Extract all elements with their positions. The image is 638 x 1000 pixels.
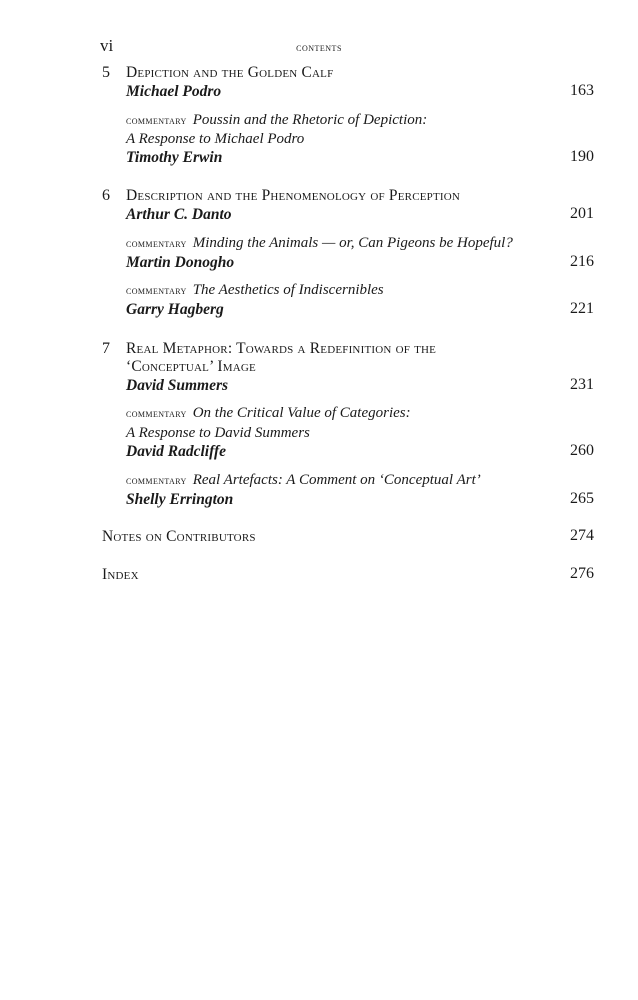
commentary-page: 221	[570, 300, 594, 317]
chapter-page: 163	[570, 82, 594, 99]
chapter-title-line-2: ‘Conceptual’ Image	[126, 358, 256, 375]
chapter-title-line-1: Real Metaphor: Towards a Redefinition of the	[126, 340, 437, 357]
commentary-heading	[126, 405, 411, 422]
chapter-number: 6	[102, 187, 110, 204]
commentary-label: commentary	[126, 408, 187, 420]
commentary-label: commentary	[126, 238, 187, 250]
commentary-author: Garry Hagberg	[126, 301, 224, 318]
chapter-title: Description and the Phenomenology of Perception	[126, 187, 461, 204]
back-matter-title: Notes on Contributors	[102, 528, 256, 545]
chapter-number: 5	[102, 64, 110, 81]
chapter-page: 201	[570, 205, 594, 222]
commentary-page: 190	[570, 148, 594, 165]
commentary-author: Timothy Erwin	[126, 149, 223, 166]
commentary-title: On the Critical Value of Categories:	[192, 405, 411, 421]
commentary-label: commentary	[126, 285, 187, 297]
chapter-author: David Summers	[126, 377, 229, 394]
back-matter-page: 274	[570, 527, 594, 544]
commentary-author: David Radcliffe	[126, 443, 227, 460]
commentary-label: commentary	[126, 115, 187, 127]
commentary-heading	[126, 472, 481, 489]
chapter-number: 7	[102, 340, 110, 357]
commentary-subtitle: A Response to David Summers	[126, 425, 310, 441]
commentary-heading	[126, 112, 427, 129]
chapter-page: 231	[570, 376, 594, 393]
page-number-label: vi	[100, 36, 114, 55]
commentary-page: 265	[570, 490, 594, 507]
commentary-title: The Aesthetics of Indiscernibles	[192, 282, 384, 298]
commentary-label: commentary	[126, 475, 187, 487]
back-matter-page: 276	[570, 565, 594, 582]
commentary-title: Minding the Animals — or, Can Pigeons be Hopeful?	[192, 235, 513, 251]
running-title: contents	[296, 40, 342, 54]
back-matter-title: Index	[102, 566, 139, 583]
chapter-author: Michael Podro	[126, 83, 222, 100]
commentary-page: 216	[570, 253, 594, 270]
chapter-author: Arthur C. Danto	[126, 206, 232, 223]
commentary-title: Real Artefacts: A Comment on ‘Conceptual Art’	[192, 472, 481, 488]
chapter-title: Depiction and the Golden Calf	[126, 64, 334, 81]
commentary-heading	[126, 282, 384, 299]
commentary-author: Shelly Errington	[126, 491, 234, 508]
commentary-author: Martin Donogho	[126, 254, 235, 271]
commentary-title: Poussin and the Rhetoric of Depiction:	[192, 112, 428, 128]
commentary-subtitle: A Response to Michael Podro	[126, 131, 305, 147]
commentary-page: 260	[570, 442, 594, 459]
commentary-heading	[126, 235, 513, 252]
